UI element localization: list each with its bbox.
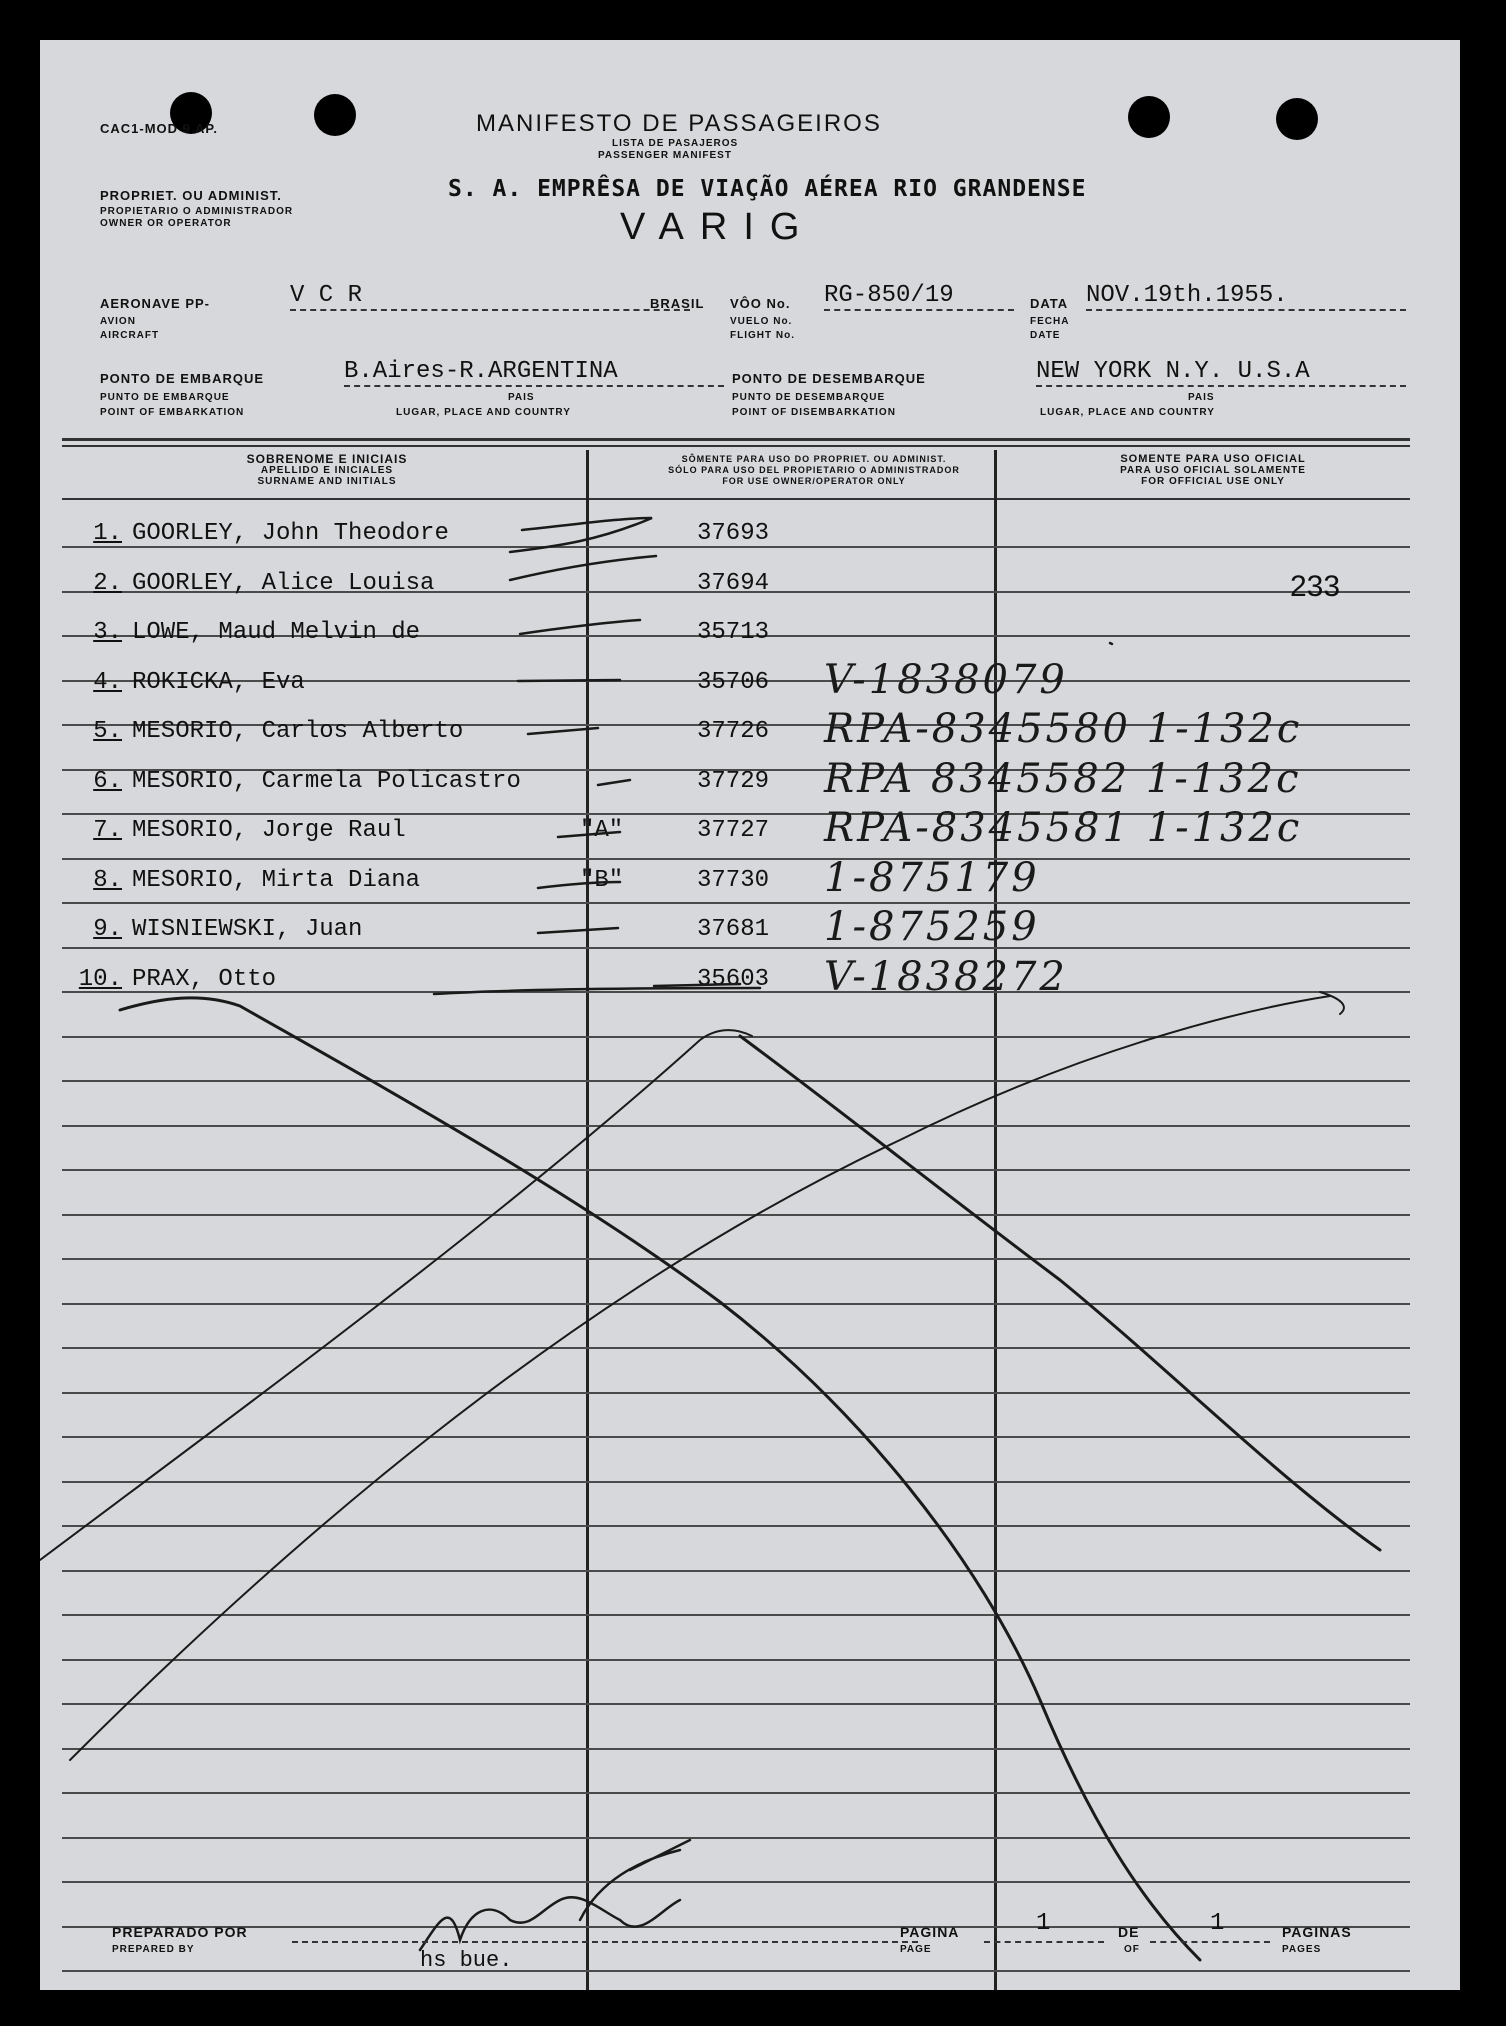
prepared-value: hs bue.: [420, 1948, 513, 1973]
ticket-number: 35706: [697, 668, 770, 696]
disembark-sub-es: PAIS: [1188, 392, 1215, 403]
passenger-number: 4.: [93, 668, 122, 696]
passenger-name: ROKICKA, Eva: [132, 668, 305, 696]
passenger-number: 7.: [93, 817, 122, 844]
passenger-name: PRAX, Otto: [132, 965, 277, 993]
page-of-label-en: OF: [1124, 1944, 1140, 1955]
prepared-label: PREPARADO POR: [112, 1924, 248, 1940]
passenger-number: 1.: [93, 520, 122, 547]
total-underline: [1150, 1941, 1270, 1943]
ticket-number: 37681: [697, 916, 770, 943]
signature: [420, 1840, 690, 1950]
check-mark: [598, 780, 630, 785]
form-code: CAC1-MOD 9 AP.: [100, 121, 219, 136]
big-x-stroke: [740, 1036, 1380, 1550]
embark-label-en: POINT OF EMBARKATION: [100, 407, 245, 418]
flight-number: RG-850/19: [824, 282, 1014, 311]
page-underline: [984, 1941, 1104, 1943]
passenger-name: MESORIO, Carmela Policastro: [132, 767, 521, 795]
check-mark: [558, 832, 620, 837]
check-mark: [510, 556, 656, 580]
ticket-number: 37727: [697, 817, 770, 844]
date-label-en: DATE: [1030, 330, 1061, 341]
col-header-name-pt: SOBRENOME E INICIAIS: [246, 452, 408, 466]
check-mark: [510, 518, 652, 552]
pages-label: PAGINAS: [1282, 1924, 1352, 1940]
flight-date: NOV.19th.1955.: [1086, 282, 1406, 311]
flight-label-es: VUELO No.: [730, 316, 793, 327]
flight-label-en: FLIGHT No.: [730, 330, 795, 341]
col-header-official-pt: SOMENTE PARA USO OFICIAL: [1120, 453, 1306, 465]
check-mark: [538, 928, 618, 933]
date-label: DATA: [1030, 296, 1069, 311]
col-header-official-en: FOR OFFICIAL USE ONLY: [1141, 476, 1285, 487]
flight-prefix: BRASIL: [650, 296, 705, 311]
col-header-owner-en: FOR USE OWNER/OPERATOR ONLY: [722, 476, 906, 486]
big-x-stroke: [40, 1030, 752, 1560]
disembark-label: PONTO DE DESEMBARQUE: [732, 371, 926, 386]
company-name: S. A. EMPRÊSA DE VIAÇÃO AÉREA RIO GRANDENSE: [448, 176, 1087, 202]
page-total: 1: [1210, 1910, 1225, 1937]
owner-label-es: PROPIETARIO O ADMINISTRADOR: [100, 206, 294, 217]
ticket-number: 37726: [697, 718, 770, 745]
strike-line: [654, 984, 740, 986]
subtitle-en: PASSENGER MANIFEST: [598, 150, 732, 161]
check-mark: [538, 882, 620, 888]
passenger-number: 9.: [93, 916, 122, 943]
passenger-name: WISNIEWSKI, Juan: [132, 916, 363, 943]
passenger-number: 10.: [78, 965, 122, 993]
handwritten-note: 1-875259: [824, 904, 1040, 950]
passenger-name: MESORIO, Carlos Alberto: [132, 718, 464, 745]
manifest-sheet: [40, 40, 1460, 1990]
strike-line: [434, 988, 760, 994]
big-x-stroke: [120, 998, 1200, 1960]
ticket-number: 37693: [697, 520, 770, 547]
disembark-label-en: POINT OF DISEMBARKATION: [732, 407, 896, 418]
passenger-number: 2.: [93, 569, 122, 597]
check-mark: [528, 728, 598, 734]
owner-label-en: OWNER OR OPERATOR: [100, 218, 232, 229]
aircraft-label: AERONAVE PP-: [100, 296, 210, 311]
embark-sub-es: PAIS: [508, 392, 535, 403]
aircraft-label-en: AIRCRAFT: [100, 330, 160, 341]
passenger-number: 5.: [93, 718, 122, 745]
passenger-name: LOWE, Maud Melvin de: [132, 619, 421, 646]
subtitle-es: LISTA DE PASAJEROS: [612, 138, 739, 149]
col-header-owner-pt: SÔMENTE PARA USO DO PROPRIET. OU ADMINIST.: [681, 454, 947, 464]
embark-value: B.Aires-R.ARGENTINA: [344, 358, 724, 387]
big-x-stroke: [70, 996, 1330, 1760]
aircraft-value: V C R: [290, 282, 690, 311]
official-number: 233: [1290, 570, 1341, 603]
handwriting-marks: [40, 40, 1460, 1990]
passenger-name: GOORLEY, Alice Louisa: [132, 569, 435, 597]
disembark-label-es: PUNTO DE DESEMBARQUE: [732, 392, 886, 403]
passenger-name: GOORLEY, John Theodore: [132, 520, 449, 547]
handwritten-note: 1-875179: [824, 854, 1040, 901]
col-header-name-es: APELLIDO E INICIALES: [260, 465, 394, 476]
ticket-number: 37694: [697, 569, 770, 597]
prepared-underline: [292, 1941, 918, 1943]
embark-label: PONTO DE EMBARQUE: [100, 371, 265, 386]
passenger-tag: "A": [580, 817, 624, 844]
passenger-name: MESORIO, Jorge Raul: [132, 817, 406, 844]
page-of-label: DE: [1118, 1924, 1140, 1940]
ticket-number: 35603: [697, 965, 770, 993]
page-current: 1: [1036, 1910, 1051, 1937]
disembark-sub-en: LUGAR, PLACE AND COUNTRY: [1040, 407, 1215, 418]
col-header-name-en: SURNAME AND INITIALS: [257, 476, 397, 487]
ticket-number: 37729: [697, 767, 770, 795]
embark-label-es: PUNTO DE EMBARQUE: [100, 392, 230, 403]
handwritten-note: RPA-8345580 1-132c: [824, 706, 1303, 752]
passenger-number: 6.: [93, 767, 122, 795]
ticket-number: 35713: [697, 619, 770, 646]
check-mark: [518, 680, 620, 681]
date-label-es: FECHA: [1030, 316, 1070, 327]
owner-label-pt: PROPRIET. OU ADMINIST.: [100, 188, 282, 203]
embark-sub-en: LUGAR, PLACE AND COUNTRY: [396, 407, 571, 418]
handwritten-note: RPA 8345582 1-132c: [824, 755, 1302, 802]
flight-label: VÔO No.: [730, 296, 791, 311]
disembark-value: NEW YORK N.Y. U.S.A: [1036, 358, 1406, 387]
col-header-owner-es: SÓLO PARA USO DEL PROPIETARIO O ADMINISTRADOR: [668, 465, 960, 475]
dot: [1110, 643, 1112, 644]
passenger-number: 3.: [93, 619, 122, 646]
passenger-number: 8.: [93, 866, 122, 894]
passenger-tag: "B": [580, 866, 624, 894]
check-mark: [520, 620, 640, 634]
ticket-number: 37730: [697, 866, 770, 894]
company-short: VARIG: [620, 206, 816, 248]
pages-label-en: PAGES: [1282, 1944, 1322, 1955]
handwritten-note: V-1838079: [824, 656, 1068, 703]
page-title: MANIFESTO DE PASSAGEIROS: [476, 110, 882, 137]
page-label: PAGINA: [900, 1924, 960, 1940]
col-header-official-es: PARA USO OFICIAL SOLAMENTE: [1120, 465, 1306, 476]
page-label-en: PAGE: [900, 1944, 932, 1955]
passenger-name: MESORIO, Mirta Diana: [132, 866, 421, 894]
aircraft-label-es: AVION: [100, 316, 136, 327]
handwritten-note: V-1838272: [824, 953, 1068, 1000]
big-x-stroke: [1320, 992, 1344, 1014]
prepared-label-en: PREPARED BY: [112, 1944, 195, 1955]
handwritten-note: RPA-8345581 1-132c: [824, 805, 1303, 851]
